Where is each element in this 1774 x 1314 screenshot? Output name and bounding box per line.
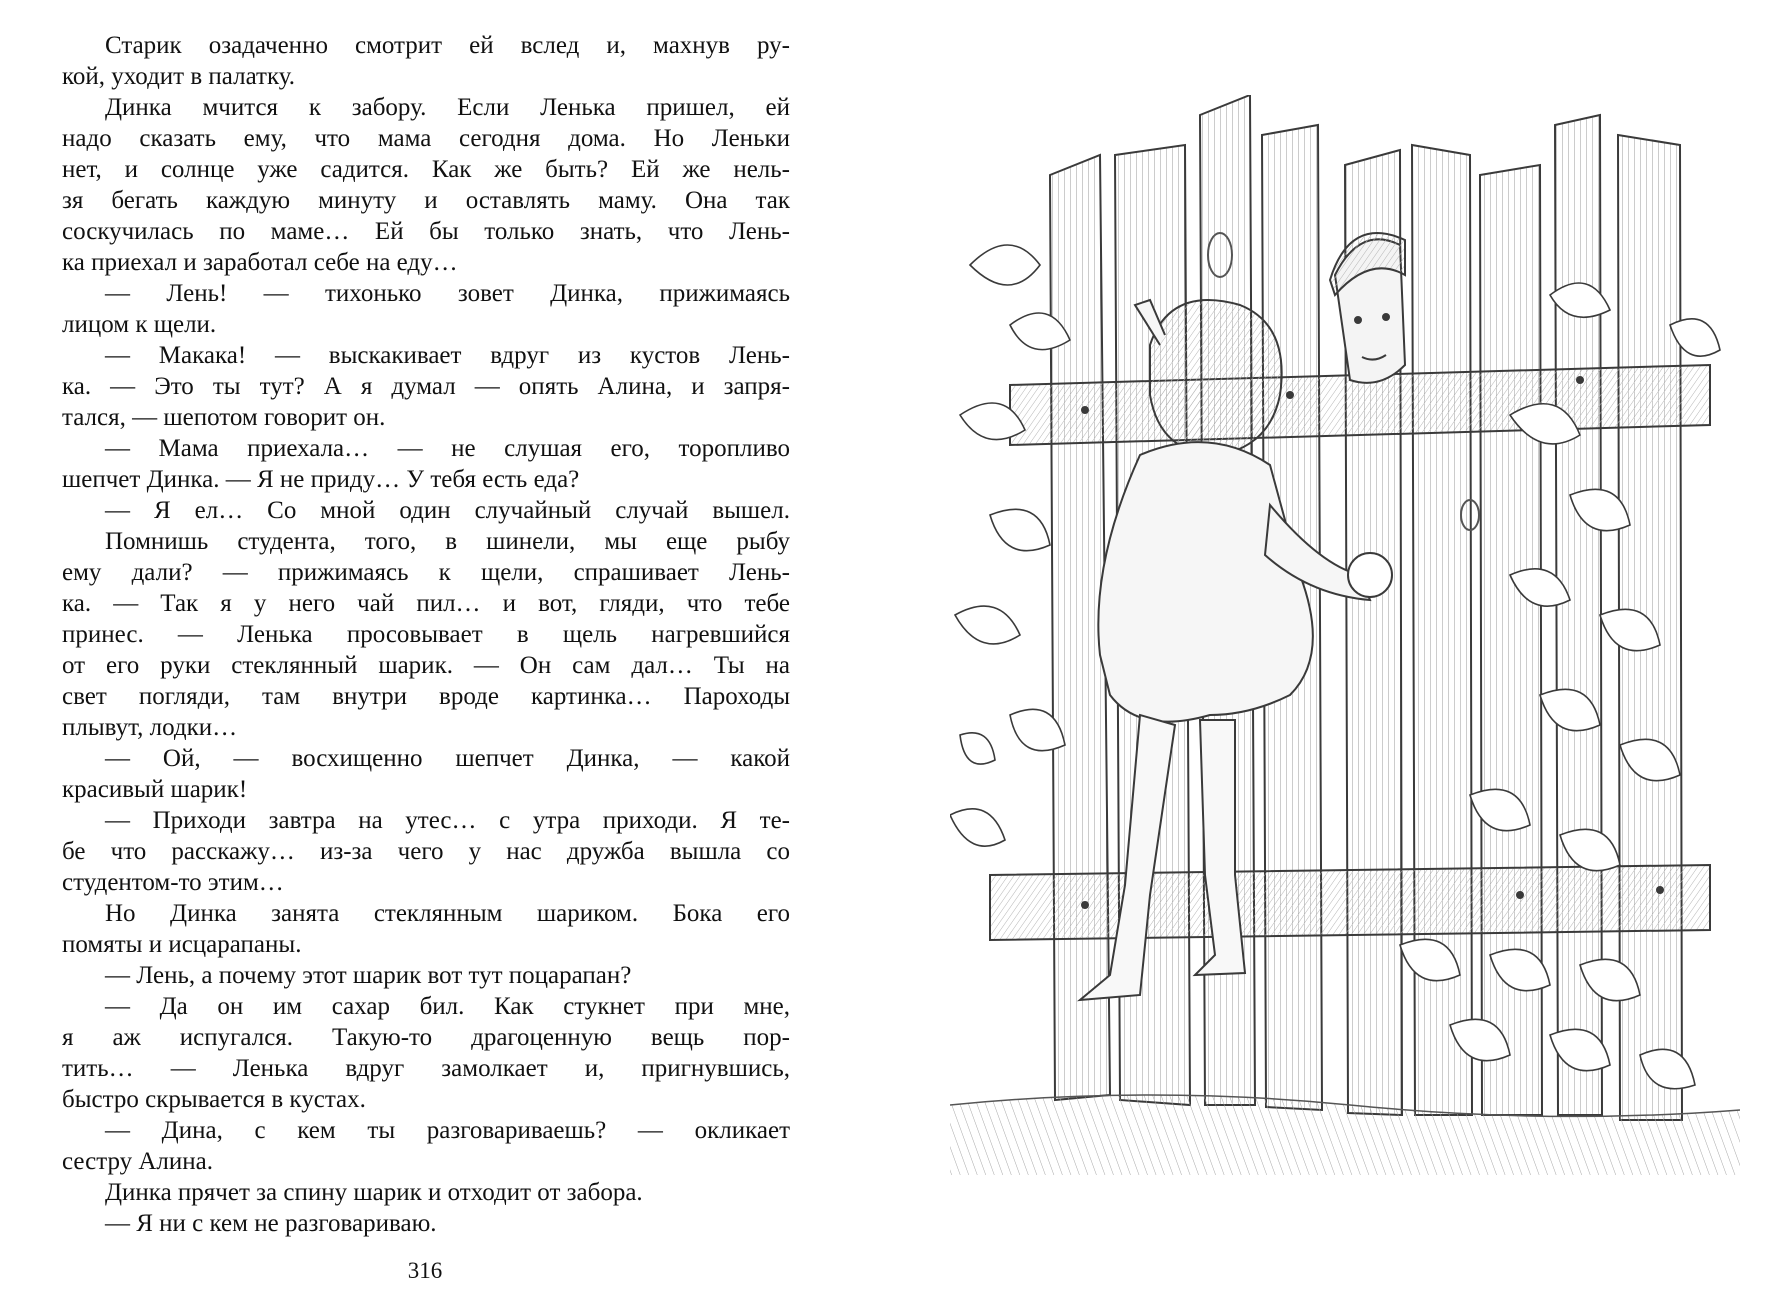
text-line: — Ой, — восхищенно шепчет Динка, — какой bbox=[105, 745, 790, 772]
text-line: — Лень! — тихонько зовет Динка, прижимаясь bbox=[105, 280, 790, 307]
text-line: — Да он им сахар бил. Как стукнет при мне, bbox=[105, 993, 790, 1020]
text-line: — Макака! — выскакивает вдруг из кустов Лень- bbox=[105, 342, 790, 369]
text-line: лицом к щели. bbox=[62, 311, 217, 338]
text-line: — Я ел… Со мной один случайный случай вышел. bbox=[105, 497, 790, 524]
text-line: ему дали? — прижимаясь к щели, спрашивает Лень- bbox=[62, 559, 790, 586]
text-line: ка. — Это ты тут? А я думал — опять Алина, и запря- bbox=[62, 373, 790, 400]
text-line: быстро скрывается в кустах. bbox=[62, 1086, 366, 1113]
text-line: помяты и исцарапаны. bbox=[62, 931, 302, 958]
text-line: — Лень, а почему этот шарик вот тут поцарапан? bbox=[105, 962, 632, 989]
text-line: ка приехал и заработал себе на еду… bbox=[62, 249, 458, 276]
text-line: тался, — шепотом говорит он. bbox=[62, 404, 386, 431]
text-line: от его руки стеклянный шарик. — Он сам дал… Ты на bbox=[62, 652, 790, 679]
boy-face bbox=[1330, 233, 1405, 383]
text-line: — Мама приехала… — не слушая его, торопливо bbox=[105, 435, 790, 462]
text-line: — Я ни с кем не разговариваю. bbox=[105, 1210, 437, 1237]
fence-drawing bbox=[950, 95, 1740, 1220]
text-line: Но Динка занята стеклянным шариком. Бока его bbox=[105, 900, 790, 927]
text-line: — Приходи завтра на утес… с утра приходи. Я те- bbox=[105, 807, 790, 834]
text-line: Динка мчится к забору. Если Ленька пришел, ей bbox=[105, 94, 790, 121]
text-line: Динка прячет за спину шарик и отходит от забора. bbox=[105, 1179, 643, 1206]
text-line: надо сказать ему, что мама сегодня дома. Но Леньки bbox=[62, 125, 790, 152]
text-line: сестру Алина. bbox=[62, 1148, 214, 1175]
text-line: — Дина, с кем ты разговариваешь? — окликает bbox=[105, 1117, 790, 1144]
text-line: зя бегать каждую минуту и оставлять маму. Она так bbox=[62, 187, 790, 214]
text-line: студентом-то этим… bbox=[62, 869, 284, 896]
text-line: шепчет Динка. — Я не приду… У тебя есть еда? bbox=[62, 466, 580, 493]
text-line: бе что расскажу… из-за чего у нас дружба вышла со bbox=[62, 838, 790, 865]
text-line: тить… — Ленька вдруг замолкает и, пригнувшись, bbox=[62, 1055, 790, 1082]
text-line: кой, уходит в палатку. bbox=[62, 63, 295, 90]
text-line: я аж испугался. Такую-то драгоценную вещь пор- bbox=[62, 1024, 790, 1051]
text-line: Помнишь студента, того, в шинели, мы еще рыбу bbox=[105, 528, 790, 555]
text-line: соскучилась по маме… Ей бы только знать, что Лень- bbox=[62, 218, 790, 245]
text-line: свет погляди, там внутри вроде картинка… Пароходы bbox=[62, 683, 790, 710]
text-line: нет, и солнце уже садится. Как же быть? Ей же нель- bbox=[62, 156, 790, 183]
text-line: красивый шарик! bbox=[62, 776, 248, 803]
text-line: ка. — Так я у него чай пил… и вот, гляди, что тебе bbox=[62, 590, 790, 617]
text-line: плывут, лодки… bbox=[62, 714, 238, 741]
text-line: Старик озадаченно смотрит ей вслед и, махнув ру- bbox=[105, 32, 790, 59]
text-column bbox=[62, 30, 790, 1239]
text-line: принес. — Ленька просовывает в щель нагревшийся bbox=[62, 621, 790, 648]
page-number: 316 bbox=[407, 1258, 443, 1283]
fence-illustration bbox=[950, 95, 1740, 1220]
